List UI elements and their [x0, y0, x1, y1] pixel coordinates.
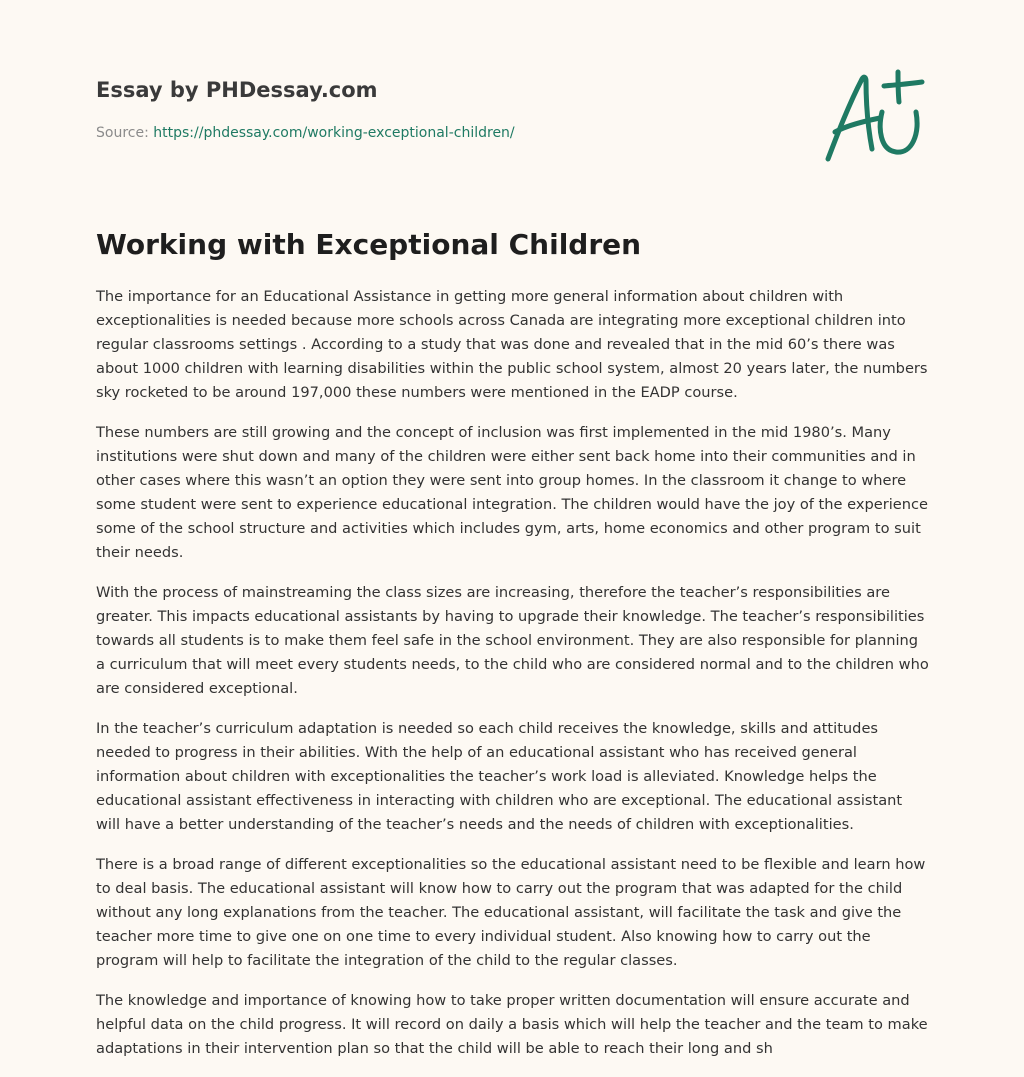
essay-page [96, 0, 930, 1076]
source-label: Source: [96, 125, 154, 141]
source-line [96, 123, 515, 143]
article-title: Working with Exceptional Children [96, 228, 642, 261]
paragraph: These numbers are still growing and the concept of inclusion was first implemented in the mid 1980’s. Many institutions were shut down and many of the children were either sent back home into their communities and in other cases where this wasn’t an option they were sent into group homes. In the classroom it change to where some student were sent to experience educational integration. The children would have the joy of the experience some of the school structure and activities which includes gym, arts, home economics and other program to suit their needs. [96, 424, 929, 561]
source-link[interactable]: https://phdessay.com/working-exceptional-children/ [153, 125, 515, 141]
paragraph: The knowledge and importance of knowing how to take proper written documentation will ensure accurate and helpful data on the child progress. It will record on daily a basis which will help the teacher and the team to make adaptations in their intervention plan so that the child will be able to reach their long and sh [96, 992, 928, 1057]
paragraph: With the process of mainstreaming the class sizes are increasing, therefore the teacher’s responsibilities are greater. This impacts educational assistants by having to upgrade their knowledge. The teacher’s responsibilities towards all students is to make them feel safe in the school environment. They are also responsible for planning a curriculum that will meet every students needs, to the child who are considered normal and to the children who are considered exceptional. [96, 584, 929, 697]
brand-title: Essay by PHDessay.com [96, 78, 378, 102]
paragraph: In the teacher’s curriculum adaptation is needed so each child receives the knowledge, skills and attitudes needed to progress in their abilities. With the help of an educational assistant who has received general information about children with exceptionalities the teacher’s work load is alleviated. Knowledge helps the educational assistant effectiveness in interacting with children who are exceptional. The educational assistant will have a better understanding of the teacher’s needs and the needs of children with exceptionalities. [96, 720, 903, 833]
paragraph: There is a broad range of different exceptionalities so the educational assistant need to be flexible and learn how to deal basis. The educational assistant will know how to carry out the program that was adapted for the child without any long explanations from the teacher. The educational assistant, will facilitate the task and give the teacher more time to give one on one time to every individual student. Also knowing how to carry out the program will help to facilitate the integration of the child to the regular classes. [96, 856, 926, 969]
paragraph: The importance for an Educational Assistance in getting more general information about children with exceptionalities is needed because more schools across Canada are integrating more exceptional children into regular classrooms settings . According to a study that was done and revealed that in the mid 60’s there was about 1000 children with learning disabilities within the public school system, almost 20 years later, the numbers sky rocketed to be around 197,000 these numbers were mentioned in the EADP course. [96, 288, 928, 401]
article-body [96, 285, 930, 1077]
a-plus-grade-icon [824, 66, 928, 166]
